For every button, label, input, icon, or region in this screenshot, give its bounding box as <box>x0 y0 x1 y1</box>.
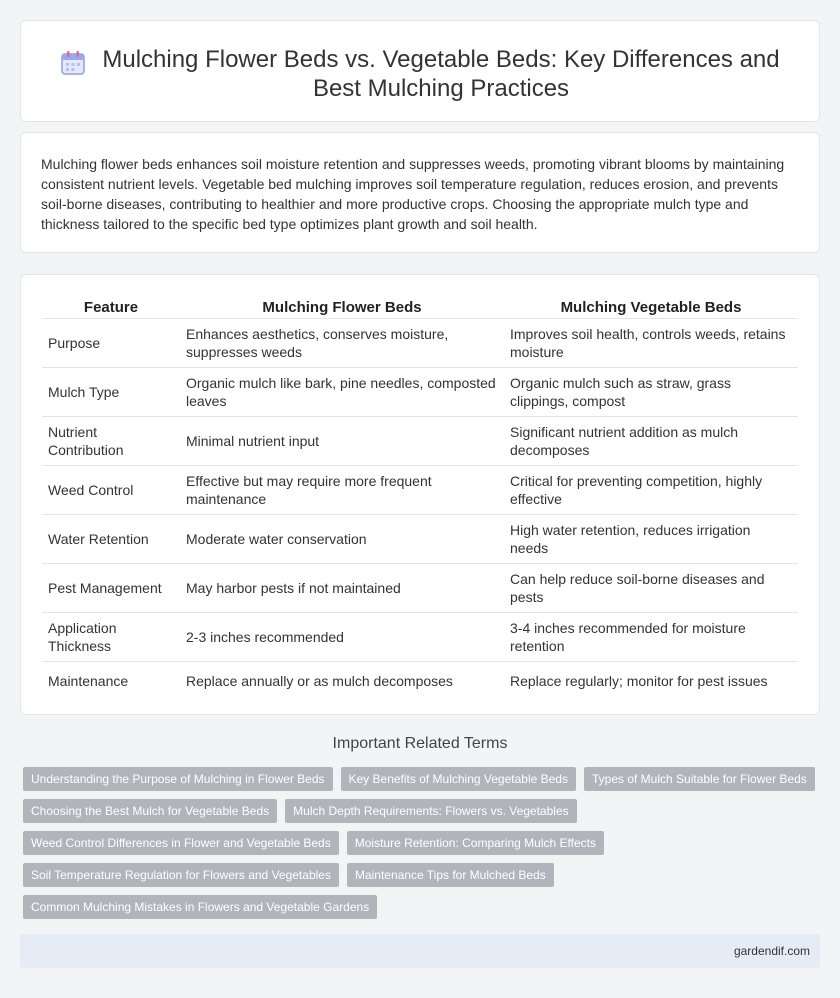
cell-feature: Water Retention <box>42 515 180 564</box>
cell-vegetable: Significant nutrient addition as mulch decomposes <box>504 417 798 466</box>
related-term-link[interactable]: Mulch Depth Requirements: Flowers vs. Vegetables <box>285 799 576 823</box>
related-term-link[interactable]: Common Mulching Mistakes in Flowers and Vegetable Gardens <box>23 895 377 919</box>
cell-feature: Pest Management <box>42 564 180 613</box>
cell-flower: Organic mulch like bark, pine needles, composted leaves <box>180 368 504 417</box>
cell-feature: Mulch Type <box>42 368 180 417</box>
cell-flower: Enhances aesthetics, conserves moisture, suppresses weeds <box>180 319 504 368</box>
table-row <box>42 613 798 662</box>
page-title: Mulching Flower Beds vs. Vegetable Beds: Key Differences and Best Mulching Practices <box>102 46 780 102</box>
calendar-icon <box>59 49 87 77</box>
related-term-link[interactable]: Soil Temperature Regulation for Flowers and Vegetables <box>23 863 339 887</box>
cell-vegetable: 3-4 inches recommended for moisture retention <box>504 613 798 662</box>
related-term-link[interactable]: Maintenance Tips for Mulched Beds <box>347 863 554 887</box>
cell-flower: Replace annually or as mulch decomposes <box>186 673 453 690</box>
related-term-link[interactable]: Types of Mulch Suitable for Flower Beds <box>584 767 815 791</box>
title-card <box>20 20 820 122</box>
related-terms-heading: Important Related Terms <box>332 735 508 752</box>
title-row <box>21 21 819 103</box>
table-row <box>42 466 798 515</box>
header-flower-beds: Mulching Flower Beds <box>180 295 504 319</box>
related-term-link[interactable]: Choosing the Best Mulch for Vegetable Beds <box>23 799 277 823</box>
cell-feature: Weed Control <box>42 466 180 515</box>
cell-flower: Minimal nutrient input <box>180 417 504 466</box>
related-term-link[interactable]: Weed Control Differences in Flower and Vegetable Beds <box>23 831 339 855</box>
cell-vegetable: High water retention, reduces irrigation needs <box>504 515 798 564</box>
related-terms-list <box>23 767 823 919</box>
comparison-card <box>20 274 820 715</box>
cell-feature: Maintenance <box>48 673 129 690</box>
intro-card <box>20 132 820 253</box>
table-row <box>42 515 798 564</box>
footer <box>20 934 820 968</box>
table-row <box>42 564 798 613</box>
table-header-row <box>42 295 798 319</box>
header-vegetable-beds: Mulching Vegetable Beds <box>504 295 798 319</box>
related-term-link[interactable]: Understanding the Purpose of Mulching in Flower Beds <box>23 767 333 791</box>
cell-vegetable: Can help reduce soil-borne diseases and pests <box>504 564 798 613</box>
cell-flower: 2-3 inches recommended <box>180 613 504 662</box>
cell-flower: May harbor pests if not maintained <box>180 564 504 613</box>
cell-flower: Effective but may require more frequent maintenance <box>180 466 504 515</box>
related-term-link[interactable]: Key Benefits of Mulching Vegetable Beds <box>341 767 576 791</box>
table-row <box>42 319 798 368</box>
related-term-link[interactable]: Moisture Retention: Comparing Mulch Effects <box>347 831 604 855</box>
intro-paragraph: Mulching flower beds enhances soil moisture retention and suppresses weeds, promoting vibrant blooms by maintaining consistent nutrient levels. Vegetable bed mulching improves soil temperature regulation, reduces erosion, and prevents soil-borne diseases, contributing to healthier and more productive crops. Choosing the appropriate mulch type and thickness tailored to the specific bed type optimizes plant growth and soil health. <box>41 156 785 232</box>
header-feature: Feature <box>42 295 180 319</box>
table-row <box>42 368 798 417</box>
comparison-table <box>42 295 798 701</box>
footer-site-name[interactable]: gardendif.com <box>733 944 810 958</box>
table-row <box>42 417 798 466</box>
cell-vegetable: Critical for preventing competition, highly effective <box>504 466 798 515</box>
cell-vegetable: Replace regularly; monitor for pest issues <box>510 673 768 690</box>
cell-vegetable: Organic mulch such as straw, grass clippings, compost <box>504 368 798 417</box>
cell-flower: Moderate water conservation <box>180 515 504 564</box>
cell-feature: Application Thickness <box>42 613 180 662</box>
cell-vegetable: Improves soil health, controls weeds, retains moisture <box>504 319 798 368</box>
table-row <box>42 662 798 701</box>
cell-feature: Purpose <box>42 319 180 368</box>
cell-feature: Nutrient Contribution <box>42 417 180 466</box>
